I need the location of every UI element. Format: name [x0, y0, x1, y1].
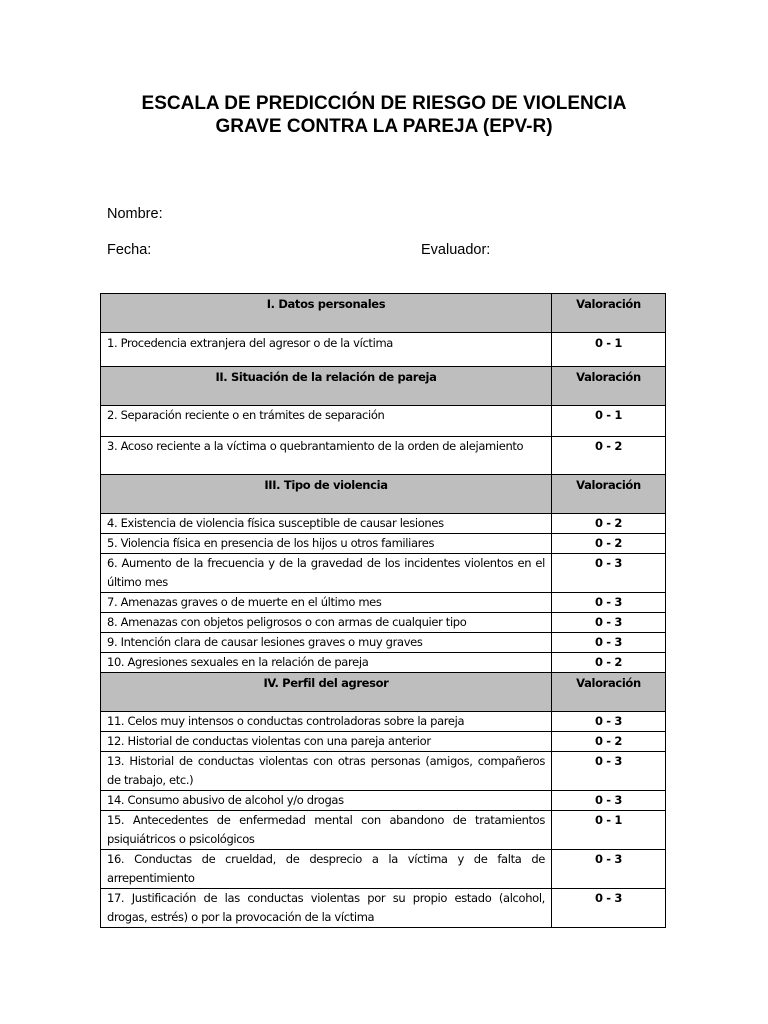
item-score: 0 - 1: [552, 406, 666, 437]
table-row: [101, 437, 666, 475]
item-text: 15. Antecedentes de enfermedad mental con abandono de tratamientos psiquiátricos o psicológicos: [101, 811, 552, 850]
table-row: [101, 333, 666, 367]
table-row: [101, 554, 666, 593]
item-score: 0 - 3: [552, 554, 666, 593]
section-title: III. Tipo de violencia: [101, 475, 552, 514]
item-score: 0 - 3: [552, 633, 666, 653]
nombre-label: Nombre:: [107, 206, 163, 222]
section-header-perfil-agresor: [101, 673, 666, 712]
table-row: [101, 712, 666, 732]
table-row: [101, 653, 666, 673]
item-text: 13. Historial de conductas violentas con otras personas (amigos, compañeros de trabajo, etc.): [101, 752, 552, 791]
section-title: IV. Perfil del agresor: [101, 673, 552, 712]
table-row: [101, 534, 666, 554]
risk-scale-table: [100, 293, 666, 928]
item-text: 6. Aumento de la frecuencia y de la gravedad de los incidentes violentos en el último mes: [101, 554, 552, 593]
evaluador-label: Evaluador:: [421, 242, 491, 258]
title-line-1: ESCALA DE PREDICCIÓN DE RIESGO DE VIOLENCIA: [141, 93, 627, 114]
item-text: 10. Agresiones sexuales en la relación de pareja: [101, 653, 552, 673]
item-score: 0 - 3: [552, 613, 666, 633]
table-row: [101, 889, 666, 928]
table-row: [101, 850, 666, 889]
valoracion-header: Valoración: [552, 475, 666, 514]
table-row: [101, 811, 666, 850]
item-text: 16. Conductas de crueldad, de desprecio a la víctima y de falta de arrepentimiento: [101, 850, 552, 889]
section-header-datos-personales: [101, 294, 666, 333]
table-row: [101, 406, 666, 437]
item-score: 0 - 3: [552, 752, 666, 791]
item-text: 12. Historial de conductas violentas con una pareja anterior: [101, 732, 552, 752]
item-score: 0 - 2: [552, 514, 666, 534]
item-text: 4. Existencia de violencia física susceptible de causar lesiones: [101, 514, 552, 534]
section-header-tipo-violencia: [101, 475, 666, 514]
item-score: 0 - 2: [552, 732, 666, 752]
valoracion-header: Valoración: [552, 673, 666, 712]
title-line-2: GRAVE CONTRA LA PAREJA (EPV-R): [215, 116, 553, 137]
item-text: 9. Intención clara de causar lesiones graves o muy graves: [101, 633, 552, 653]
item-text: 8. Amenazas con objetos peligrosos o con armas de cualquier tipo: [101, 613, 552, 633]
item-score: 0 - 3: [552, 712, 666, 732]
valoracion-header: Valoración: [552, 367, 666, 406]
section-title: II. Situación de la relación de pareja: [101, 367, 552, 406]
document-title: [0, 92, 768, 138]
item-score: 0 - 3: [552, 889, 666, 928]
item-score: 0 - 2: [552, 653, 666, 673]
section-header-situacion-pareja: [101, 367, 666, 406]
valoracion-header: Valoración: [552, 294, 666, 333]
item-text: 1. Procedencia extranjera del agresor o de la víctima: [101, 333, 552, 367]
table-row: [101, 732, 666, 752]
table-row: [101, 613, 666, 633]
fecha-label: Fecha:: [107, 242, 152, 258]
item-text: 17. Justificación de las conductas violentas por su propio estado (alcohol, drogas, estrés) o por la provocación de la víctima: [101, 889, 552, 928]
table-row: [101, 593, 666, 613]
item-text: 7. Amenazas graves o de muerte en el último mes: [101, 593, 552, 613]
item-text: 3. Acoso reciente a la víctima o quebrantamiento de la orden de alejamiento: [101, 437, 552, 475]
table-row: [101, 791, 666, 811]
item-score: 0 - 1: [552, 333, 666, 367]
table-row: [101, 752, 666, 791]
item-score: 0 - 2: [552, 534, 666, 554]
item-text: 11. Celos muy intensos o conductas controladoras sobre la pareja: [101, 712, 552, 732]
item-text: 14. Consumo abusivo de alcohol y/o drogas: [101, 791, 552, 811]
table-row: [101, 633, 666, 653]
item-score: 0 - 1: [552, 811, 666, 850]
item-score: 0 - 3: [552, 791, 666, 811]
section-title: I. Datos personales: [101, 294, 552, 333]
table-row: [101, 514, 666, 534]
item-score: 0 - 3: [552, 850, 666, 889]
item-text: 2. Separación reciente o en trámites de separación: [101, 406, 552, 437]
item-score: 0 - 3: [552, 593, 666, 613]
item-text: 5. Violencia física en presencia de los hijos u otros familiares: [101, 534, 552, 554]
item-score: 0 - 2: [552, 437, 666, 475]
